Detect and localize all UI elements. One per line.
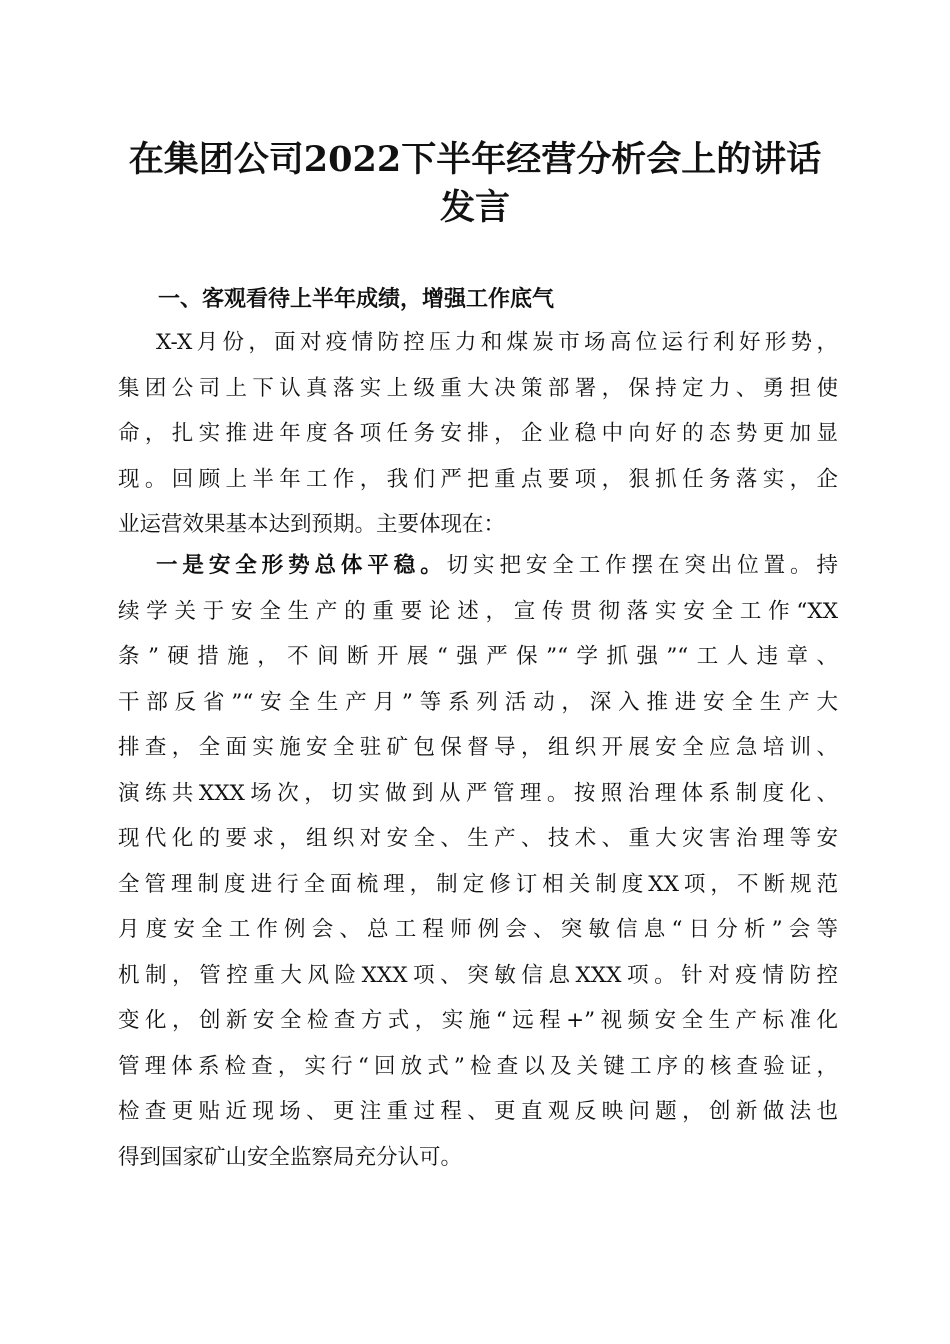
paragraph-line: 现。回顾上半年工作，我们严把重点要项，狠抓任务落实，企	[118, 466, 838, 492]
paragraph-line: 管理体系检查，实行“回放式”检查以及关键工序的核查验证，	[118, 1053, 838, 1079]
paragraph-line-rest: 切实把安全工作摆在突出位置。持	[446, 553, 838, 578]
paragraph-line	[118, 543, 838, 589]
paragraph-intro	[118, 320, 838, 548]
paragraph-line: 命，扎实推进年度各项任务安排，企业稳中向好的态势更加显	[118, 421, 838, 446]
paragraph-line: 变化，创新安全检查方式，实施“远程+”视频安全生产标准化	[118, 1008, 838, 1033]
paragraph-line: 集团公司上下认真落实上级重大决策部署，保持定力、勇担使	[118, 375, 838, 401]
paragraph-line: 现代化的要求，组织对安全、生产、技术、重大灾害治理等安	[118, 826, 838, 851]
paragraph-line: 续学关于安全生产的重要论述，宣传贯彻落实安全工作“XX	[118, 598, 838, 624]
paragraph-line: 全管理制度进行全面梳理，制定修订相关制度XX项，不断规范	[118, 871, 838, 897]
title-line-1: 在集团公司2022下半年经营分析会上的讲话	[128, 139, 822, 180]
title-line-2: 发言	[439, 187, 510, 228]
paragraph-line: 业运营效果基本达到预期。主要体现在：	[118, 512, 506, 537]
paragraph-line: 条”硬措施，不间断开展“强严保”“学抓强”“工人违章、	[118, 644, 838, 669]
paragraph-line: X-X月份，面对疫情防控压力和煤炭市场高位运行利好形势，	[156, 330, 838, 355]
paragraph-line: 检查更贴近现场、更注重过程、更直观反映问题，创新做法也	[118, 1099, 838, 1124]
paragraph-line: 排查，全面实施安全驻矿包保督导，组织开展安全应急培训、	[118, 735, 838, 760]
paragraph-line: 机制，管控重大风险XXX项、突敏信息XXX项。针对疫情防控	[118, 962, 838, 988]
paragraph-line: 得到国家矿山安全监察局充分认可。	[118, 1144, 463, 1170]
document-title	[100, 136, 850, 232]
paragraph-line: 月度安全工作例会、总工程师例会、突敏信息“日分析”会等	[118, 917, 838, 942]
paragraph-line: 演练共XXX场次，切实做到从严管理。按照治理体系制度化、	[118, 780, 838, 806]
section-heading: 一、客观看待上半年成绩，增强工作底气	[158, 287, 555, 312]
paragraph-lead: 一是安全形势总体平稳。	[156, 553, 447, 578]
paragraph-line: 干部反省”“安全生产月”等系列活动，深入推进安全生产大	[118, 689, 838, 715]
paragraph-safety	[118, 543, 838, 1180]
